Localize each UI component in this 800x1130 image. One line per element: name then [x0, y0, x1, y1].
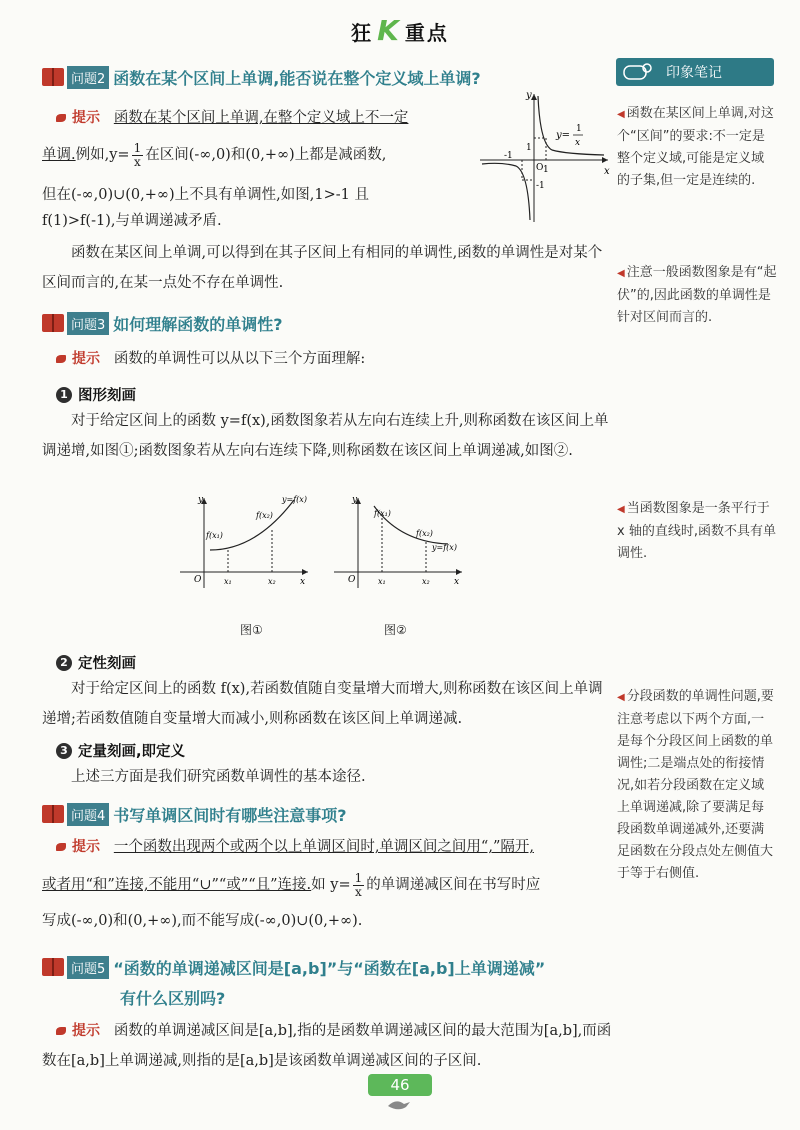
figure2-decreasing [330, 492, 470, 592]
q3-tag: 问题3 [67, 312, 109, 335]
q2-line1: 函数在某个区间上单调,在整个定义域上不一定 [113, 110, 409, 126]
q4-line2a: 或者用“和”连接,不能用“∪”“或”“且”连接. [42, 877, 312, 893]
axis-x-label: x [604, 166, 610, 177]
fig2-fx1: f(x₁) [374, 509, 391, 518]
q2-title: 函数在某个区间上单调,能否说在整个定义域上单调? [113, 68, 481, 88]
fig1-x2: x₂ [268, 577, 276, 586]
fig1-curve-label: y=f(x) [282, 495, 307, 504]
q4-tag: 问题4 [67, 803, 109, 826]
notes-header [616, 58, 774, 86]
s2-title: 定性刻画 [78, 656, 136, 672]
side-note-1-text: 函数在某区间上单调,对这个“区间”的要求:不一定是整个定义域,可能是定义域的子集,但一定是连续的. [617, 106, 774, 188]
q3-heading [42, 310, 283, 336]
q4-line2c: 的单调递减区间在书写时应 [366, 877, 541, 893]
header-left: 狂 [351, 21, 374, 45]
triangle-icon: ◀ [617, 109, 625, 120]
fig2-x: x [454, 577, 460, 587]
q2-tag: 问题2 [67, 66, 109, 89]
triangle-icon: ◀ [617, 692, 625, 703]
q4-line1-text: 一个函数出现两个或两个以上单调区间时,单调区间之间用“,”隔开, [113, 839, 534, 855]
q4-line2b: 如 y= [311, 877, 351, 893]
fig2-x1: x₁ [378, 577, 386, 586]
q5-title1: “函数的单调递减区间是[a,b]”与“函数在[a,b]上单调递减” [113, 958, 546, 978]
q5-title2: 有什么区别吗? [120, 989, 226, 1008]
fig2-fx2: f(x₂) [416, 529, 433, 538]
origin-label: O [536, 163, 544, 173]
frac-den: x [133, 154, 141, 169]
side-note-2 [617, 262, 777, 329]
fig2-x2: x₂ [422, 577, 430, 586]
s3-title: 定量刻画,即定义 [78, 744, 186, 760]
notes-title: 印象笔记 [666, 65, 722, 81]
q3-s2-text: 对于给定区间上的函数 f(x),若函数值随自变量增大而增大,则称函数在该区间上单调递增;若函数值随自变量增大而减小,则称函数在该区间上单调递减. [42, 681, 603, 727]
q2-line2c: 在区间(-∞,0)和(0,+∞)上都是减函数, [145, 147, 387, 163]
side-note-2-text: 注意一般函数图象是有“起伏”的,因此函数的单调性是针对区间而言的. [617, 265, 777, 325]
q3-s1-text: 对于给定区间上的函数 y=f(x),函数图象若从左向右连续上升,则称函数在该区间上单调递增,如图①;函数图象若从左向右连续下降,则称函数在该区间上单调递减,如图②. [42, 413, 609, 459]
q5-tip [42, 1016, 614, 1076]
book-icon [42, 314, 64, 332]
frac-num: 1 [354, 870, 363, 885]
tick-1-y: 1 [526, 143, 532, 153]
curve-label: y= [556, 130, 571, 141]
fig1-x1: x₁ [224, 577, 232, 586]
q4-line1 [56, 832, 534, 862]
s3-number: 3 [56, 743, 72, 759]
book-icon [42, 958, 64, 976]
curve-label-den: x [575, 138, 581, 148]
side-note-4-text: 分段函数的单调性问题,要注意考虑以下两个方面,一是每个分段区间上函数的单调性;二是端点处的衔接情况,如若分段函数在定义域上单调递减,除了要满足每段函数单调递减外,还要满足函数在分段点处左侧值大于等于右侧值. [617, 689, 774, 881]
q2-line2 [42, 140, 482, 170]
fig2-curve-label: y=f(x) [432, 543, 457, 552]
side-note-3-text: 当函数图象是一条平行于 x 轴的直线时,函数不具有单调性. [617, 501, 776, 561]
side-note-1 [617, 103, 777, 192]
q4-heading [42, 801, 347, 827]
q5-tip-text: 函数的单调递减区间是[a,b],指的是函数单调递减区间的最大范围为[a,b],而函数在[a,b]上单调递减,则指的是[a,b]是该函数单调递减区间的子区间. [42, 1023, 612, 1069]
q2-heading [42, 64, 481, 90]
q3-s2-heading [56, 652, 136, 673]
triangle-icon: ◀ [617, 504, 625, 515]
figure1-increasing [176, 492, 316, 592]
q2-line4: f(1)>f(-1),与单调递减矛盾. [42, 213, 222, 229]
fig2-caption: 图② [384, 623, 407, 637]
q4-tip-label: 提示 [72, 839, 100, 855]
fig1-o: O [194, 575, 202, 585]
s1-title: 图形刻画 [78, 388, 136, 404]
q3-tip [56, 344, 365, 374]
book-icon [42, 68, 64, 86]
page-header [0, 14, 800, 47]
q3-s3-text: 上述三方面是我们研究函数单调性的基本途径. [71, 769, 366, 785]
q3-title: 如何理解函数的单调性? [113, 314, 283, 334]
tip-icon [56, 843, 66, 851]
tip-icon [56, 114, 66, 122]
fig1-fx2: f(x₂) [256, 511, 273, 520]
q5-tag: 问题5 [67, 956, 109, 979]
fig2-o: O [348, 575, 356, 585]
q3-tip-label: 提示 [72, 351, 100, 367]
q4-line2 [42, 870, 540, 900]
fig1-caption: 图① [240, 623, 263, 637]
fraction [353, 872, 365, 899]
frac-num: 1 [133, 140, 142, 155]
q3-s3-heading [56, 740, 185, 761]
tick-neg1-y: -1 [536, 181, 545, 191]
s1-number: 1 [56, 387, 72, 403]
q3-tip-text: 函数的单调性可以从以下三个方面理解: [113, 351, 366, 367]
q2-line2a: 单调. [42, 147, 76, 163]
tip-icon [56, 1027, 66, 1035]
q2-line3: 但在(-∞,0)∪(0,+∞)上不具有单调性,如图,1>-1 且 [42, 187, 369, 203]
page-number: 46 [368, 1074, 432, 1096]
s2-number: 2 [56, 655, 72, 671]
reciprocal-graph [476, 88, 616, 226]
notebook-icon [622, 61, 656, 83]
bird-icon [386, 1098, 412, 1112]
q3-s1-heading [56, 384, 136, 405]
q2-tip [56, 103, 476, 133]
q5-heading [42, 954, 545, 980]
fig1-y: y [198, 495, 204, 505]
q2-paragraph: 函数在某区间上单调,可以得到在其子区间上有相同的单调性,函数的单调性是对某个区间而言的,在某一点处不存在单调性. [42, 245, 603, 291]
header-k-logo: K [377, 14, 401, 47]
q5-tip-label: 提示 [72, 1023, 100, 1039]
fig1-x: x [300, 577, 306, 587]
triangle-icon: ◀ [617, 268, 625, 279]
q4-line3: 写成(-∞,0)和(0,+∞),而不能写成(-∞,0)∪(0,+∞). [42, 913, 363, 929]
header-right: 重点 [404, 21, 449, 45]
frac-den: x [355, 884, 362, 899]
fig1-fx1: f(x₁) [206, 531, 223, 540]
fraction [132, 142, 144, 169]
tick-1-x: 1 [543, 165, 549, 175]
side-note-4 [617, 686, 777, 885]
tick-neg1-x: -1 [504, 151, 513, 161]
tip-icon [56, 355, 66, 363]
fig2-y: y [352, 495, 358, 505]
q2-line2b: 例如,y= [75, 147, 130, 163]
q2-tip-label: 提示 [72, 110, 100, 126]
curve-label-num: 1 [576, 124, 582, 134]
side-note-3 [617, 498, 777, 565]
axis-y-label: y [526, 90, 532, 101]
book-icon [42, 805, 64, 823]
q4-title: 书写单调区间时有哪些注意事项? [113, 805, 347, 825]
